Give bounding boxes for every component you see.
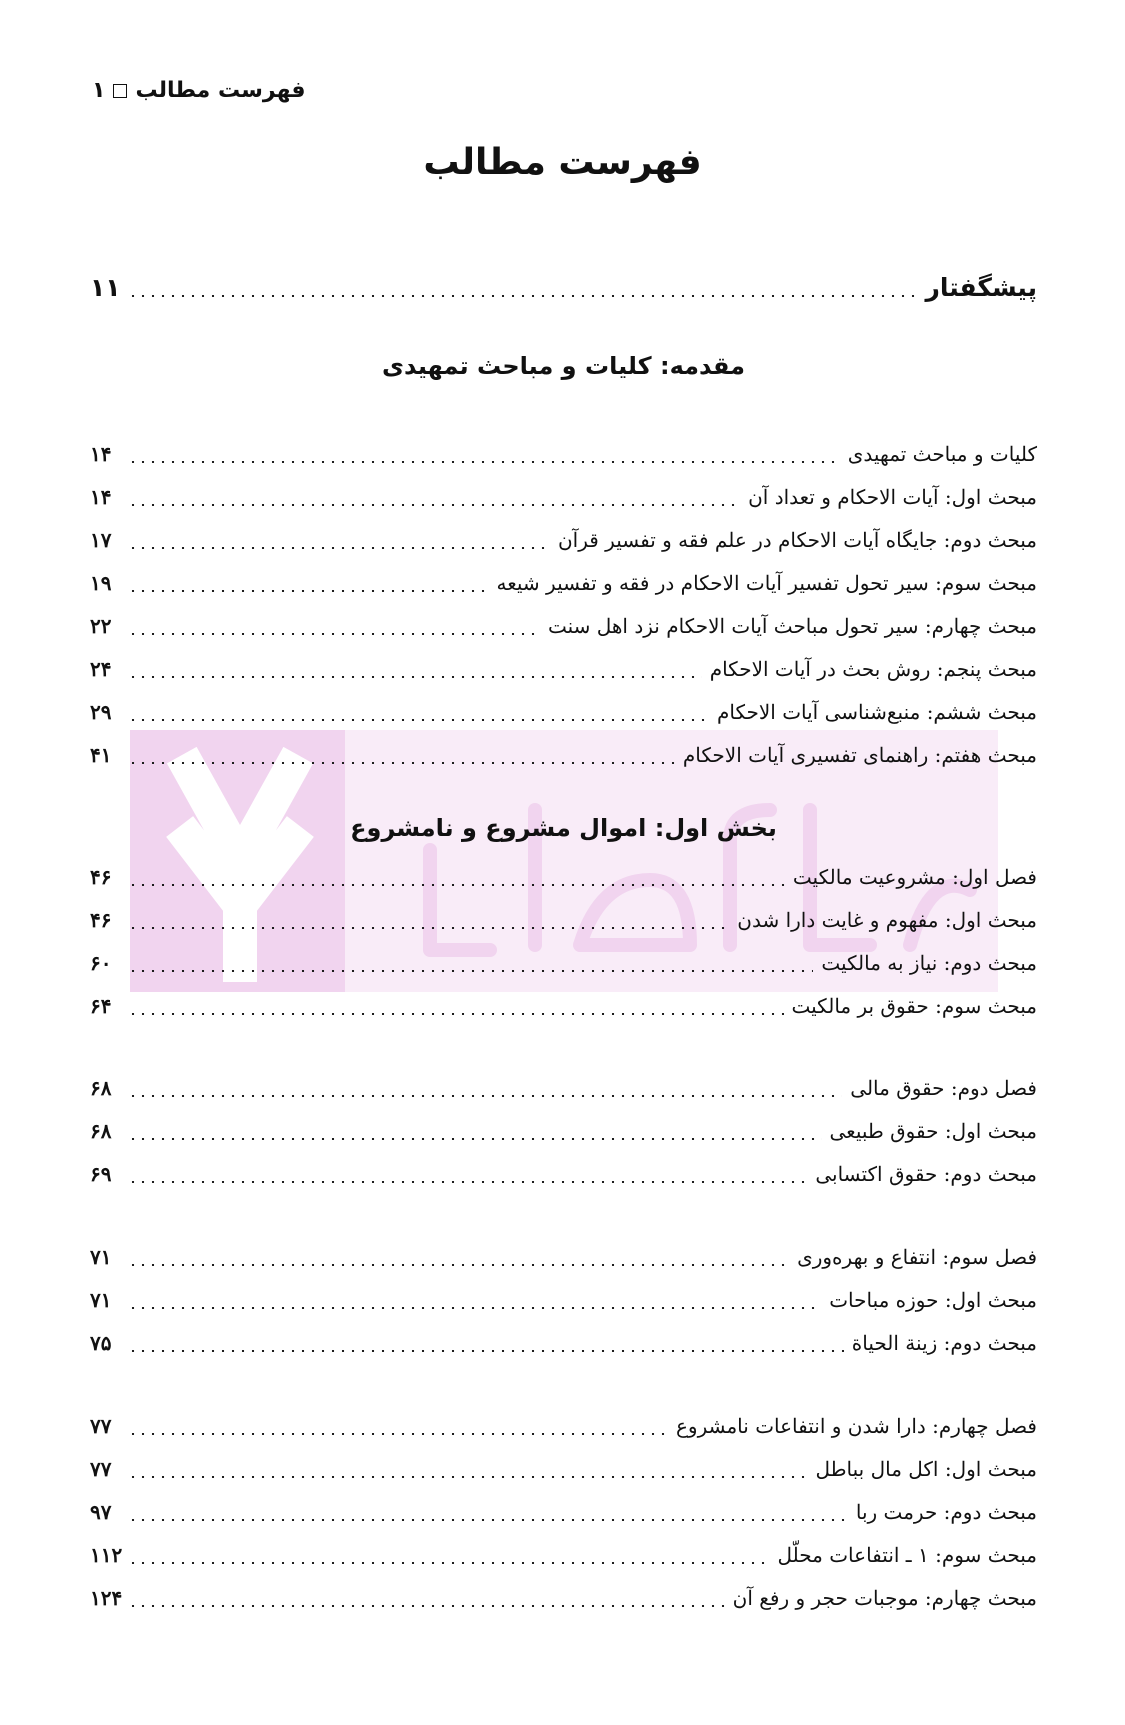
toc-entry-page: ۱۹ <box>90 571 112 595</box>
dot-leader <box>128 1264 789 1266</box>
dot-leader <box>128 762 675 764</box>
dot-leader <box>128 1605 725 1607</box>
dot-leader <box>128 547 550 549</box>
toc-entry-title: مبحث سوم: حقوق بر مالکیت <box>791 994 1037 1018</box>
page-title: فهرست مطالب <box>423 142 702 183</box>
toc-entry-title: کلیات و مباحث تمهیدی <box>847 442 1037 466</box>
toc-entry[interactable] <box>90 692 1037 732</box>
toc-entry-title: مبحث چهارم: سیر تحول مباحث آیات الاحکام نزد اهل سنت <box>547 614 1037 638</box>
toc-entry-preface[interactable] <box>90 268 1037 308</box>
toc-entry-page: ۱۱۲ <box>90 1543 123 1567</box>
dot-leader <box>128 1181 807 1183</box>
toc-entry[interactable] <box>90 900 1037 940</box>
toc-entry-title: مبحث پنجم: روش بحث در آیات الاحکام <box>709 657 1037 681</box>
toc-entry-page: ۱۴ <box>90 442 112 466</box>
toc-entry-page: ۶۸ <box>90 1119 112 1143</box>
dot-leader <box>128 1519 848 1521</box>
toc-entry[interactable] <box>90 1237 1037 1277</box>
toc-entry-page: ۲۹ <box>90 700 112 724</box>
toc-entry-title: مبحث اول: حقوق طبیعی <box>829 1119 1037 1143</box>
toc-entry[interactable] <box>90 1406 1037 1446</box>
toc-entry-page: ۷۱ <box>90 1245 112 1269</box>
toc-entry-title: فصل دوم: حقوق مالی <box>850 1076 1037 1100</box>
toc-entry[interactable] <box>90 735 1037 775</box>
section-heading-part-one: بخش اول: اموال مشروع و نامشروع <box>350 814 777 842</box>
toc-entry[interactable] <box>90 477 1037 517</box>
toc-entry[interactable] <box>90 1154 1037 1194</box>
toc-entry-page: ۶۹ <box>90 1162 112 1186</box>
toc-entry[interactable] <box>90 1449 1037 1489</box>
toc-entry-title: مبحث ششم: منبع‌شناسی آیات الاحکام <box>716 700 1037 724</box>
dot-leader <box>128 461 840 463</box>
toc-entry-title: مبحث اول: حوزه مباحات <box>829 1288 1037 1312</box>
toc-entry[interactable] <box>90 857 1037 897</box>
toc-entry[interactable] <box>90 1068 1037 1108</box>
dot-leader <box>128 1562 769 1564</box>
toc-entry-title: مبحث دوم: نیاز به مالکیت <box>821 951 1037 975</box>
toc-entry-page: ۴۶ <box>90 865 112 889</box>
toc-entry-title: مبحث اول: آیات الاحکام و تعداد آن <box>748 485 1037 509</box>
dot-leader <box>128 1013 784 1015</box>
toc-entry-title: مبحث سوم: ۱ ـ انتفاعات محلّل <box>777 1543 1037 1567</box>
dot-leader <box>128 295 917 297</box>
dot-leader <box>128 970 813 972</box>
section-heading-introduction: مقدمه: کلیات و مباحث تمهیدی <box>382 352 745 380</box>
toc-entry-page: ۴۱ <box>90 743 112 767</box>
dot-leader <box>128 884 785 886</box>
toc-entry-title: مبحث سوم: سیر تحول تفسیر آیات الاحکام در فقه و تفسیر شیعه <box>496 571 1037 595</box>
toc-entry-page: ۷۵ <box>90 1331 112 1355</box>
dot-leader <box>128 590 489 592</box>
toc-entry-title: مبحث اول: اکل مال بباطل <box>815 1457 1037 1481</box>
toc-entry-title: مبحث دوم: حقوق اکتسابی <box>815 1162 1037 1186</box>
dot-leader <box>128 633 540 635</box>
toc-entry-title: پیشگفتار <box>925 273 1037 302</box>
table-of-contents <box>90 0 1037 1725</box>
toc-entry-page: ۱۲۴ <box>90 1586 123 1610</box>
running-head-page-number: ۱ <box>92 78 106 103</box>
toc-entry-page: ۷۷ <box>90 1457 112 1481</box>
running-head-title: فهرست مطالب <box>135 78 306 103</box>
toc-entry-title: مبحث دوم: جایگاه آیات الاحکام در علم فقه و تفسیر قرآن <box>557 528 1037 552</box>
dot-leader <box>128 504 740 506</box>
toc-entry[interactable] <box>90 434 1037 474</box>
dot-leader <box>128 1307 821 1309</box>
dot-leader <box>128 719 709 721</box>
toc-entry[interactable] <box>90 1323 1037 1363</box>
toc-entry-page: ۷۷ <box>90 1414 112 1438</box>
toc-entry-page: ۲۲ <box>90 614 112 638</box>
toc-entry-page: ۶۴ <box>90 994 112 1018</box>
toc-entry-page: ۱۷ <box>90 528 112 552</box>
toc-entry[interactable] <box>90 649 1037 689</box>
toc-entry[interactable] <box>90 1111 1037 1151</box>
toc-entry-page: ۶۸ <box>90 1076 112 1100</box>
dot-leader <box>128 676 702 678</box>
toc-entry-title: مبحث دوم: زینة الحیاة <box>851 1331 1037 1355</box>
dot-leader <box>128 1138 822 1140</box>
dot-leader <box>128 927 729 929</box>
toc-entry-page: ۹۷ <box>90 1500 112 1524</box>
toc-entry-page: ۶۰ <box>90 951 112 975</box>
toc-entry[interactable] <box>90 1492 1037 1532</box>
toc-entry-title: مبحث دوم: حرمت ربا <box>855 1500 1037 1524</box>
toc-entry-title: مبحث چهارم: موجبات حجر و رفع آن <box>732 1586 1037 1610</box>
toc-entry-title: فصل اول: مشروعیت مالکیت <box>792 865 1037 889</box>
dot-leader <box>128 1350 844 1352</box>
toc-entry[interactable] <box>90 943 1037 983</box>
toc-entry-page: ۱۴ <box>90 485 112 509</box>
toc-entry[interactable] <box>90 986 1037 1026</box>
toc-entry-page: ۷۱ <box>90 1288 112 1312</box>
toc-entry[interactable] <box>90 520 1037 560</box>
toc-entry-title: مبحث اول: مفهوم و غایت دارا شدن <box>737 908 1037 932</box>
dot-leader <box>128 1095 842 1097</box>
toc-entry-title: مبحث هفتم: راهنمای تفسیری آیات الاحکام <box>682 743 1037 767</box>
toc-entry-page: ۱۱ <box>90 273 121 302</box>
toc-entry[interactable] <box>90 606 1037 646</box>
toc-entry-title: فصل سوم: انتفاع و بهره‌وری <box>797 1245 1037 1269</box>
toc-entry[interactable] <box>90 1578 1037 1618</box>
toc-entry-title: فصل چهارم: دارا شدن و انتفاعات نامشروع <box>676 1414 1037 1438</box>
toc-entry-page: ۲۴ <box>90 657 112 681</box>
dot-leader <box>128 1433 668 1435</box>
toc-entry-page: ۴۶ <box>90 908 112 932</box>
toc-entry[interactable] <box>90 1280 1037 1320</box>
toc-entry[interactable] <box>90 1535 1037 1575</box>
dot-leader <box>128 1476 807 1478</box>
toc-entry[interactable] <box>90 563 1037 603</box>
